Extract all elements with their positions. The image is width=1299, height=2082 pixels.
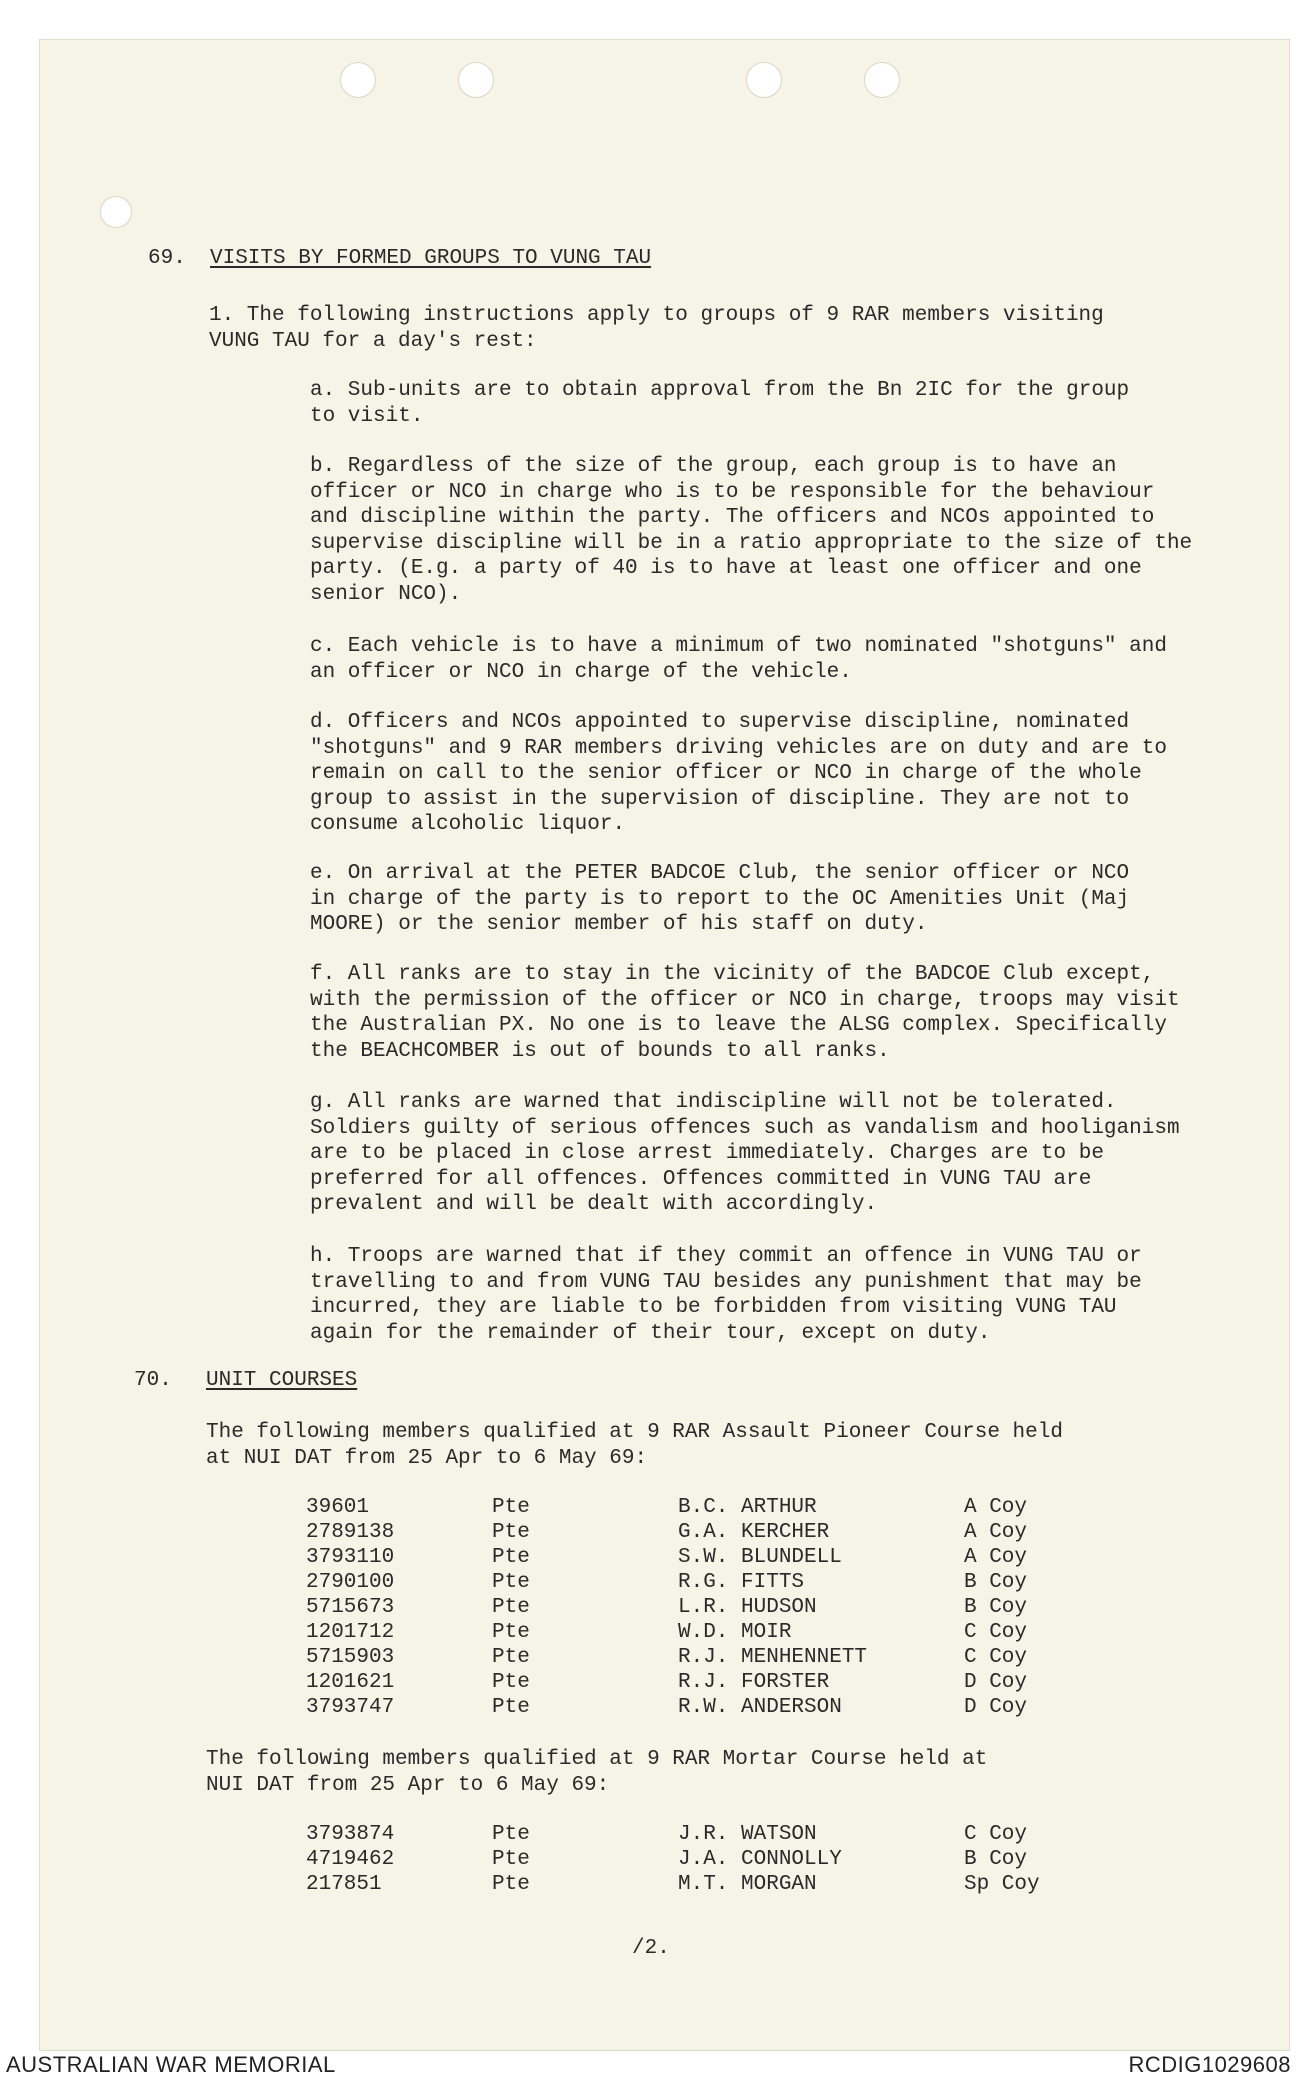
member-rank: Pte	[492, 1521, 530, 1544]
member-number: 1201621	[306, 1671, 395, 1694]
member-rank: Pte	[492, 1671, 530, 1694]
member-rank: Pte	[492, 1823, 530, 1846]
member-number: 3793110	[306, 1546, 395, 1569]
member-rank: Pte	[492, 1848, 530, 1871]
section-69-intro: 1. The following instructions apply to groups of 9 RAR members visiting VUNG TAU for a day's rest:	[209, 304, 1104, 353]
member-rank: Pte	[492, 1873, 530, 1896]
member-unit: A Coy	[964, 1521, 1028, 1544]
footer-record-id: RCDIG1029608	[1128, 2052, 1291, 2077]
member-number: 5715903	[306, 1646, 395, 1669]
section-69-number: 69.	[148, 247, 186, 270]
member-unit: A Coy	[964, 1496, 1028, 1519]
member-name: B.C. ARTHUR	[678, 1496, 817, 1519]
list-item	[0, 1847, 1299, 1873]
instruction-c: c. Each vehicle is to have a minimum of two nominated "shotguns" and an officer or NCO in charge of the vehicle.	[310, 635, 1167, 684]
instruction-f: f. All ranks are to stay in the vicinity of the BADCOE Club except, with the permission of the officer or NCO in charge, troops may visit the Australian PX. No one is to leave the ALSG complex. Specifically the BEACHCOMBER is out of bounds to all ranks.	[310, 963, 1180, 1063]
member-rank: Pte	[492, 1571, 530, 1594]
instruction-d: d. Officers and NCOs appointed to supervise discipline, nominated "shotguns" and 9 RAR members driving vehicles are on duty and are to remain on call to the senior officer or NCO in charge of the whole group to assist in the supervision of discipline. They are not to consume alcoholic liquor.	[310, 711, 1167, 836]
list-item	[0, 1670, 1299, 1696]
member-unit: B Coy	[964, 1571, 1028, 1594]
member-unit: B Coy	[964, 1596, 1028, 1619]
member-name: L.R. HUDSON	[678, 1596, 817, 1619]
member-name: R.J. FORSTER	[678, 1671, 830, 1694]
page-continuation: /2.	[632, 1937, 670, 1960]
member-rank: Pte	[492, 1621, 530, 1644]
member-name: G.A. KERCHER	[678, 1521, 830, 1544]
list-item	[0, 1570, 1299, 1596]
list-item	[0, 1495, 1299, 1521]
member-number: 3793874	[306, 1823, 395, 1846]
member-name: J.A. CONNOLLY	[678, 1848, 842, 1871]
list-item	[0, 1595, 1299, 1621]
member-rank: Pte	[492, 1496, 530, 1519]
list-item	[0, 1695, 1299, 1721]
list-item	[0, 1545, 1299, 1571]
member-name: R.J. MENHENNETT	[678, 1646, 868, 1669]
member-unit: Sp Coy	[964, 1873, 1040, 1896]
list-item	[0, 1822, 1299, 1848]
list-item	[0, 1645, 1299, 1671]
member-name: S.W. BLUNDELL	[678, 1546, 842, 1569]
list-item	[0, 1620, 1299, 1646]
member-unit: C Coy	[964, 1823, 1028, 1846]
member-name: W.D. MOIR	[678, 1621, 792, 1644]
mortar-course-intro: The following members qualified at 9 RAR Mortar Course held at NUI DAT from 25 Apr to 6 May 69:	[206, 1748, 988, 1797]
member-number: 2790100	[306, 1571, 395, 1594]
member-unit: D Coy	[964, 1696, 1028, 1719]
member-name: R.G. FITTS	[678, 1571, 805, 1594]
member-number: 2789138	[306, 1521, 395, 1544]
list-item	[0, 1872, 1299, 1898]
member-name: R.W. ANDERSON	[678, 1696, 842, 1719]
member-name: M.T. MORGAN	[678, 1873, 817, 1896]
member-number: 1201712	[306, 1621, 395, 1644]
member-unit: C Coy	[964, 1621, 1028, 1644]
member-number: 5715673	[306, 1596, 395, 1619]
member-unit: A Coy	[964, 1546, 1028, 1569]
instruction-g: g. All ranks are warned that indiscipline will not be tolerated. Soldiers guilty of serious offences such as vandalism and hooliganism are to be placed in close arrest immediately. Charges are to be preferred for all offences. Offences committed in VUNG TAU are prevalent and will be dealt with accordingly.	[310, 1091, 1180, 1216]
member-unit: D Coy	[964, 1671, 1028, 1694]
section-70-number: 70.	[134, 1369, 172, 1392]
member-name: J.R. WATSON	[678, 1823, 817, 1846]
member-unit: C Coy	[964, 1646, 1028, 1669]
section-70-heading: UNIT COURSES	[206, 1369, 358, 1392]
instruction-e: e. On arrival at the PETER BADCOE Club, the senior officer or NCO in charge of the party is to report to the OC Amenities Unit (Maj MOORE) or the senior member of his staff on duty.	[310, 862, 1130, 936]
member-number: 39601	[306, 1496, 370, 1519]
member-unit: B Coy	[964, 1848, 1028, 1871]
list-item	[0, 1520, 1299, 1546]
instruction-h: h. Troops are warned that if they commit an offence in VUNG TAU or travelling to and from VUNG TAU besides any punishment that may be incurred, they are liable to be forbidden from visiting VUNG TAU again for the remainder of their tour, except on duty.	[310, 1245, 1142, 1345]
instruction-a: a. Sub-units are to obtain approval from the Bn 2IC for the group to visit.	[310, 379, 1130, 428]
member-number: 217851	[306, 1873, 382, 1896]
member-rank: Pte	[492, 1696, 530, 1719]
member-number: 3793747	[306, 1696, 395, 1719]
member-rank: Pte	[492, 1596, 530, 1619]
footer-source: AUSTRALIAN WAR MEMORIAL	[6, 2052, 336, 2077]
member-rank: Pte	[492, 1646, 530, 1669]
instruction-b: b. Regardless of the size of the group, each group is to have an officer or NCO in charge who is to be responsible for the behaviour and discipline within the party. The officers and NCOs appointed to supervise discipline will be in a ratio appropriate to the size of the party. (E.g. a party of 40 is to have at least one officer and one senior NCO).	[310, 455, 1193, 606]
member-rank: Pte	[492, 1546, 530, 1569]
member-number: 4719462	[306, 1848, 395, 1871]
section-69-heading: VISITS BY FORMED GROUPS TO VUNG TAU	[210, 247, 652, 270]
pioneer-course-intro: The following members qualified at 9 RAR Assault Pioneer Course held at NUI DAT from 25 Apr to 6 May 69:	[206, 1421, 1063, 1470]
